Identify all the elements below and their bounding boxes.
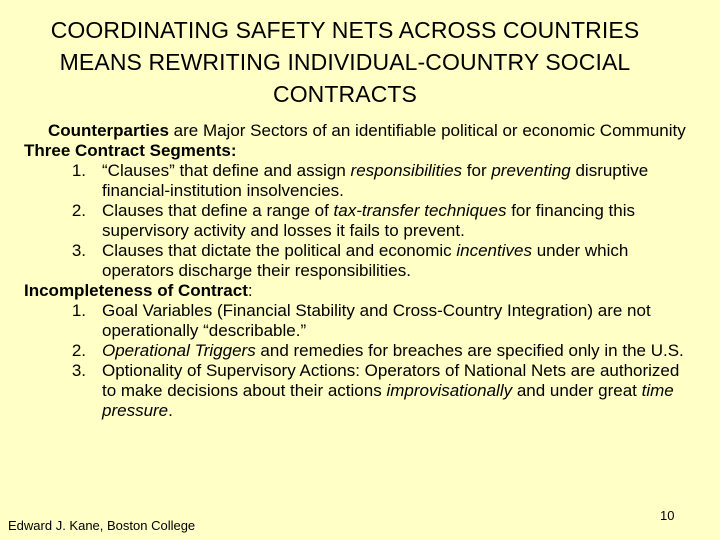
incompleteness-item-text: Operational Triggers and remedies for breaches are specified only in the U.S.	[102, 341, 684, 360]
segment-item-number: 1.	[71, 161, 86, 180]
incompleteness-item-3	[24, 361, 694, 421]
slide-title	[0, 14, 690, 110]
incompleteness-item-number: 3.	[71, 361, 86, 380]
segment-item-text: Clauses that dictate the political and economic incentives under which operators discharge their responsibilities.	[102, 241, 629, 280]
segment-item-text: “Clauses” that define and assign responsibilities for preventing disruptive financial-institution insolvencies.	[102, 161, 649, 200]
incompleteness-item-1	[24, 301, 694, 341]
incompleteness-item-number: 2.	[71, 341, 86, 360]
segment-item-3	[24, 241, 694, 281]
segment-item-number: 2.	[71, 201, 86, 220]
title-line-3: CONTRACTS	[272, 81, 417, 107]
incompleteness-item-2	[24, 341, 694, 361]
slide-body	[24, 121, 694, 421]
title-line-1: COORDINATING SAFETY NETS ACROSS COUNTRIES	[50, 17, 640, 43]
segments-heading: Three Contract Segments:	[24, 141, 237, 160]
incompleteness-item-number: 1.	[71, 301, 86, 320]
incompleteness-heading: Incompleteness of Contract:	[24, 281, 253, 300]
segment-item-2	[24, 201, 694, 241]
page-number: 10	[660, 508, 675, 523]
counterparties-paragraph	[24, 121, 694, 141]
segment-item-1	[24, 161, 694, 201]
incompleteness-item-text: Optionality of Supervisory Actions: Operators of National Nets are authorized to make decisions about their actions improvisationally and under great time pressure.	[102, 361, 680, 420]
counterparties-text: are Major Sectors of an identifiable political or economic Community	[168, 121, 686, 140]
segment-item-text: Clauses that define a range of tax-transfer techniques for financing this supervisory activity and losses it fails to prevent.	[102, 201, 635, 240]
counterparties-label: Counterparties	[48, 121, 169, 140]
title-line-2: MEANS REWRITING INDIVIDUAL-COUNTRY SOCIAL	[59, 49, 631, 75]
incompleteness-label: Incompleteness of Contract	[24, 281, 248, 300]
incompleteness-item-text: Goal Variables (Financial Stability and Cross-Country Integration) are not operationally “describable.”	[102, 301, 651, 340]
footer-author: Edward J. Kane, Boston College	[8, 518, 196, 533]
segment-item-number: 3.	[71, 241, 86, 260]
